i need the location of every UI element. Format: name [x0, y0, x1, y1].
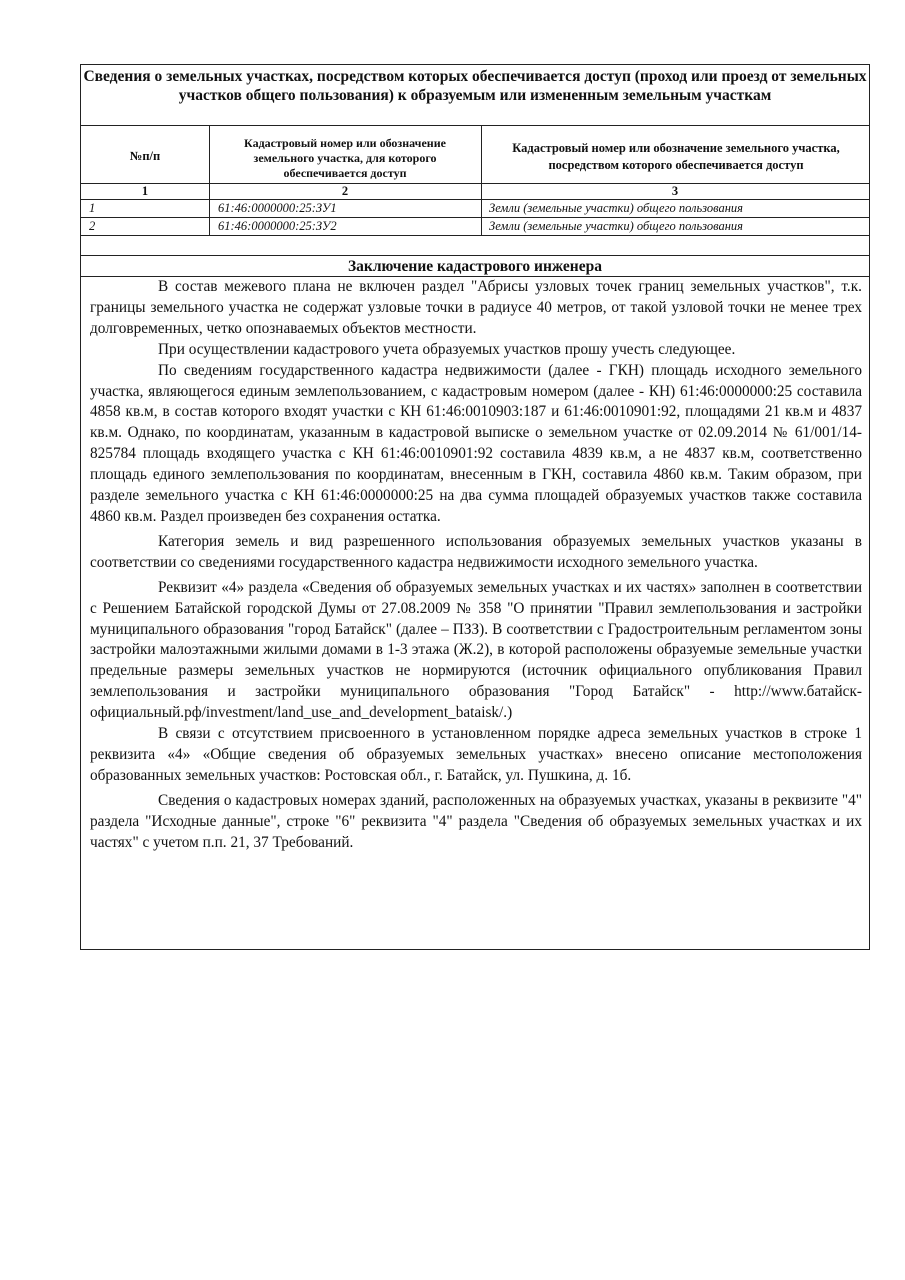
- table-divider: [481, 125, 482, 235]
- table-divider: [81, 199, 869, 200]
- paragraph: По сведениям государственного кадастра недвижимости (далее - ГКН) площадь исходного земельного участка, являющегося единым землепользованием, с кадастровым номером (далее - КН) 61:46:0000000:25 составила 4858 кв.м, в состав которого входят участки с КН 61:46:0010903:187 и 61:46:0010901:92, площадями 21 кв.м и 4837 кв.м. Однако, по координатам, указанным в кадастровой выписке о земельном участке от 02.09.2014 № 61/001/14-825784 площадь входящего участка с КН 61:46:0010901:92 составила 4839 кв.м, а не 4837 кв.м, соответственно площадь единого землепользования по координатам, внесенным в ГКН, составила 4860 кв.м. Таким образом, при разделе земельного участка с КН 61:46:0000000:25 на два сумма площадей образуемых участков также составила 4860 кв.м. Раздел произведен без сохранения остатка.: [90, 361, 862, 525]
- row-number: 2: [89, 219, 96, 233]
- column-header-number: №п/п: [129, 149, 161, 163]
- paragraph: Реквизит «4» раздела «Сведения об образуемых земельных участках и их частях» заполнен в соответствии с Решением Батайской городской Думы от 27.08.2009 № 358 "О принятии "Правил землепользования и застройки муниципального образования "город Батайск" (далее – ПЗЗ). В соответствии с Градостроительным регламентом зоны застройки малоэтажными жилыми домами в 1-3 этажа (Ж.2), в которой расположены образуемые земельные участки предельные размеры земельных участков не нормируются (источник официального опубликования Правил землепользования и застройки муниципального образования "Город Батайск" - http://www.батайск-официальный.рф/investment/land_use_and_development_bataisk/.): [90, 578, 862, 722]
- table-divider: [81, 217, 869, 218]
- column-header-parcel: Кадастровый номер или обозначение земельного участка, для которого обеспечивается доступ: [244, 136, 446, 180]
- table-divider: [81, 125, 869, 126]
- column-header-access: Кадастровый номер или обозначение земельного участка, посредством которого обеспечивается доступ: [512, 141, 840, 172]
- paragraph: При осуществлении кадастрового учета образуемых участков прошу учесть следующее.: [158, 340, 736, 358]
- table-divider: [81, 235, 869, 236]
- table-divider: [209, 125, 210, 235]
- paragraph: Сведения о кадастровых номерах зданий, расположенных на образуемых участках, указаны в реквизите "4" раздела "Исходные данные", строке "6" реквизита "4" раздела "Сведения об образуемых земельных участках и их частях" с учетом п.п. 21, 37 Требований.: [90, 791, 862, 851]
- column-number: 3: [671, 184, 679, 198]
- document-frame: [80, 64, 870, 950]
- conclusion-body: [90, 277, 862, 853]
- paragraph: В связи с отсутствием присвоенного в установленном порядке адреса земельных участков в строке 1 реквизита «4» «Общие сведения об образуемых земельных участках» внесено описание местоположения образованных земельных участков: Ростовская обл., г. Батайск, ул. Пушкина, д. 1б.: [90, 725, 862, 784]
- paragraph: В состав межевого плана не включен раздел "Абрисы узловых точек границ земельных участков", т.к. границы земельного участка не содержат узловые точки в радиусе 40 метров, от такой узловой точки не менее трех долговременных, четко опознаваемых объектов местности.: [90, 278, 862, 337]
- row-number: 1: [89, 201, 96, 215]
- access-section-title: Сведения о земельных участках, посредством которых обеспечивается доступ (проход или проезд от земельных участков общего пользования) к образуемым или измененным земельным участкам: [83, 68, 867, 104]
- column-number: 1: [141, 184, 149, 198]
- row-access: Земли (земельные участки) общего пользования: [489, 219, 743, 233]
- conclusion-title: Заключение кадастрового инженера: [347, 258, 602, 275]
- row-parcel: 61:46:0000000:25:ЗУ1: [218, 201, 337, 215]
- row-parcel: 61:46:0000000:25:ЗУ2: [218, 219, 337, 233]
- row-access: Земли (земельные участки) общего пользования: [489, 201, 743, 215]
- table-divider: [81, 255, 869, 256]
- column-number: 2: [341, 184, 349, 198]
- paragraph: Категория земель и вид разрешенного использования образуемых земельных участков указаны в соответствии со сведениями государственного кадастра недвижимости исходного земельного участка.: [90, 532, 862, 571]
